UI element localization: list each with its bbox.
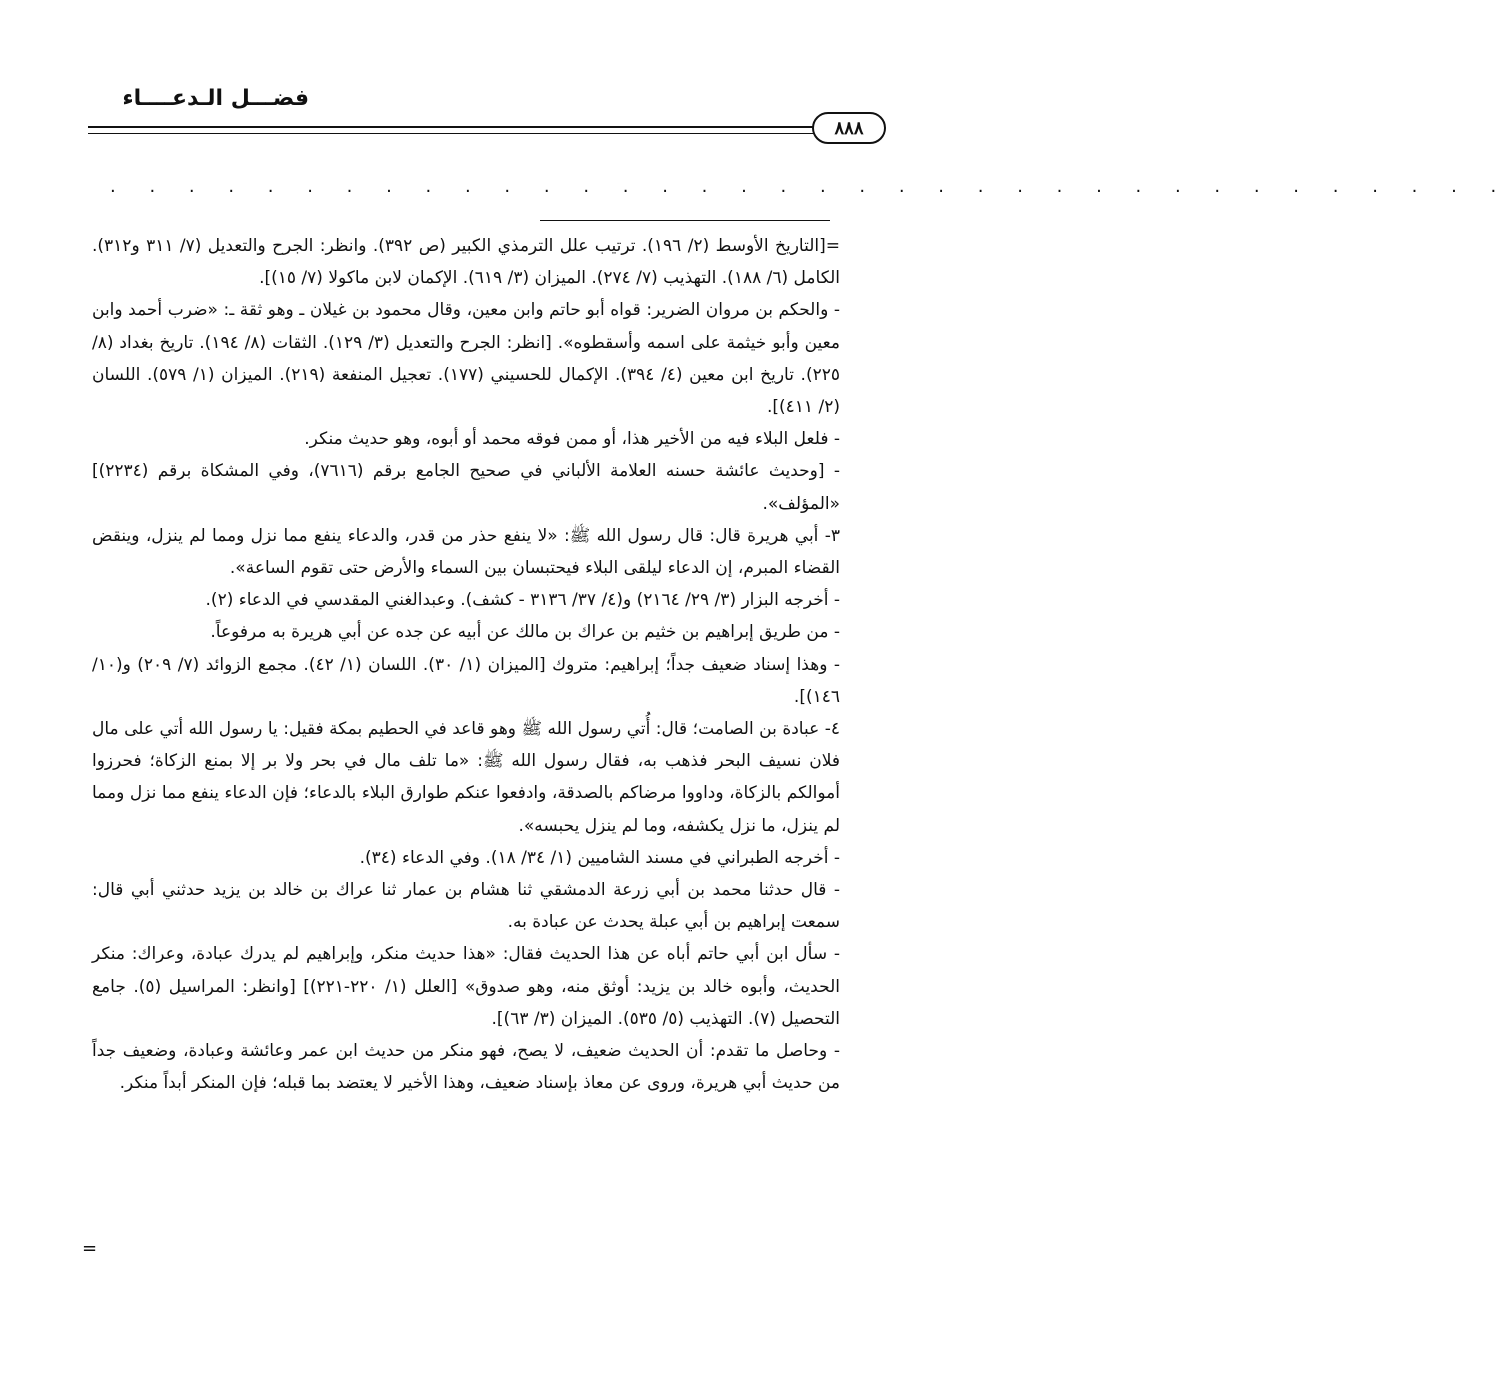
paragraph-11: - قال حدثنا محمد بن أبي زرعة الدمشقي ثنا هشام بن عمار ثنا عراك بن خالد بن يزيد حدثني أبي قال: سمعت إبراهيم بن أبي عبلة يحدث عن عبادة به. <box>92 880 840 933</box>
running-header-title: فضـــل الـدعــــاء <box>122 86 309 111</box>
paragraph-12: - سأل ابن أبي حاتم أباه عن هذا الحديث فقال: «هذا حديث منكر، وإبراهيم لم يدرك عبادة، وعراك: منكر الحديث، وأبوه خالد بن يزيد: أوثق منه، وهو صدوق» [العلل (١/ ٢٢٠-٢٢١)] [وانظر: المراسيل (٥). جامع التحصيل (٧). التهذيب (٥/ ٥٣٥). الميزان (٣/ ٦٣)]. <box>92 944 840 1029</box>
footnote-body <box>92 230 840 1099</box>
paragraph-4: - [وحديث عائشة حسنه العلامة الألباني في صحيح الجامع برقم (٧٦١٦)، وفي المشكاة برقم (٢٢٣٤)] «المؤلف». <box>92 461 840 514</box>
paragraph-2: - والحكم بن مروان الضرير: قواه أبو حاتم وابن معين، وقال محمود بن غيلان ـ وهو ثقة ـ: «ضرب أحمد وابن معين وأبو خيثمة على اسمه وأسقطوه». [انظر: الجرح والتعديل (٣/ ١٢٩). الثقات (٨/ ١٩٤). تاريخ بغداد (٨/ ٢٢٥). تاريخ ابن معين (٤/ ٣٩٤). الإكمال للحسيني (١٧٧). تعجيل المنفعة (٢١٩). الميزان (١/ ٥٧٩). اللسان (٢/ ٤١١)]. <box>92 300 840 418</box>
paragraph-9: ٤- عبادة بن الصامت؛ قال: أُتي رسول الله ﷺ وهو قاعد في الحطيم بمكة فقيل: يا رسول الله أتي على مال فلان نسيف البحر فذهب به، فقال رسول الله ﷺ: «ما تلف مال في بحر ولا بر إلا بمنع الزكاة؛ فحرزوا أموالكم بالزكاة، وداووا مرضاكم بالصدقة، وادفعوا عنكم طوارق البلاء بالدعاء؛ فإن الدعاء ينفع مما نزل ومما لم ينزل، ما نزل يكشفه، وما لم ينزل يحبسه». <box>92 719 840 836</box>
paragraph-5: ٣- أبي هريرة قال: قال رسول الله ﷺ: «لا ينفع حذر من قدر، والدعاء ينفع مما نزل ومما لم ينزل، وينقض القضاء المبرم، إن الدعاء ليلقى البلاء فيحتبسان بين السماء والأرض حتى تقوم الساعة». <box>92 525 840 579</box>
paragraph-13: - وحاصل ما تقدم: أن الحديث ضعيف، لا يصح، فهو منكر من حديث ابن عمر وعائشة وعبادة، وضعيف جداً من حديث أبي هريرة، وروى عن معاذ بإسناد ضعيف، وهذا الأخير لا يعتضد بما قبله؛ فإن المنكر أبداً منكر. <box>92 1041 840 1094</box>
page-number: ٨٨٨ <box>812 112 886 144</box>
continuation-mark: = <box>82 1238 98 1259</box>
dotted-separator: . . . . . . . . . . . . . . . . . . . . . . . . . . . . . . . . . . . . <box>110 176 1510 197</box>
footnote-rule <box>540 220 830 221</box>
paragraph-10: - أخرجه الطبراني في مسند الشاميين (١/ ٣٤/ ١٨). وفي الدعاء (٣٤). <box>359 847 840 868</box>
header-rule <box>88 126 814 134</box>
paragraph-6: - أخرجه البزار (٣/ ٢٩/ ٢١٦٤) و(٤/ ٣٧/ ٣١٣٦ - كشف). وعبدالغني المقدسي في الدعاء (٢). <box>205 590 840 611</box>
paragraph-8: - وهذا إسناد ضعيف جداً؛ إبراهيم: متروك [الميزان (١/ ٣٠). اللسان (١/ ٤٢). مجمع الزوائد (٧/ ٢٠٩) و(١٠/ ١٤٦)]. <box>92 654 840 707</box>
paragraph-7: - من طريق إبراهيم بن خثيم بن عراك بن مالك عن أبيه عن جده عن أبي هريرة به مرفوعاً. <box>210 622 840 643</box>
paragraph-1: =[التاريخ الأوسط (٢/ ١٩٦). ترتيب علل الترمذي الكبير (ص ٣٩٢). وانظر: الجرح والتعديل (٧/ ٣١١ و٣١٢). الكامل (٦/ ١٨٨). التهذيب (٧/ ٢٧٤). الميزان (٣/ ٦١٩). الإكمان لابن ماكولا (٧/ ١٥)]. <box>92 236 840 289</box>
paragraph-3: - فلعل البلاء فيه من الأخير هذا، أو ممن فوقه محمد أو أبوه، وهو حديث منكر. <box>304 429 840 450</box>
